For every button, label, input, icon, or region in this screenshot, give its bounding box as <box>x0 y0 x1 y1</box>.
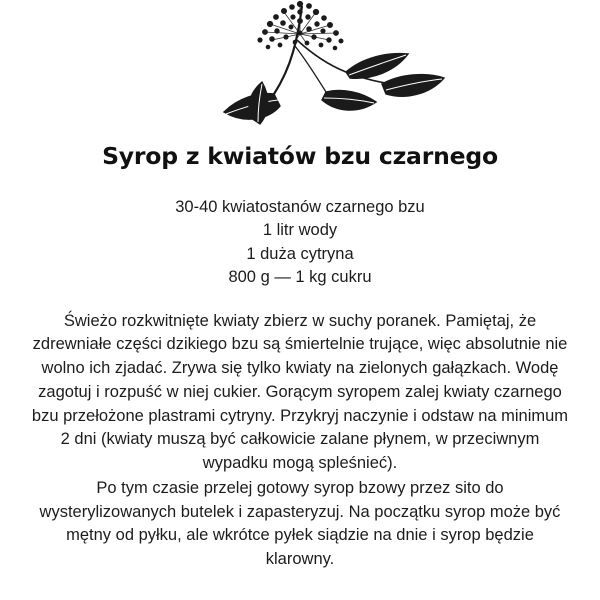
list-item: 30-40 kwiatostanów czarnego bzu <box>175 197 425 216</box>
list-item: 800 g — 1 kg cukru <box>228 268 372 287</box>
instructions-text <box>30 310 570 572</box>
list-item: 1 litr wody <box>262 221 338 240</box>
instructions-paragraph: Świeżo rozkwitnięte kwiaty zbierz w suchy poranek. Pamiętaj, że zdrewniałe części dzikiego bzu są śmiertelnie trujące, więc absolutnie nie wolno ich zjadać. Zrywa się tylko kwiaty na zielonych gałązkach. Wodę zagotuj i rozpuść w niej cukier. Gorącym syropem zalej kwiaty czarnego bzu przełożone plastrami cytryny. Przykryj naczynie i odstaw na minimum 2 dni (kwiaty muszą być całkowicie zalane płynem, w przeciwnym wypadku mogą spleśnieć). <box>31 311 569 473</box>
ingredients-list <box>175 196 424 290</box>
elderflower-branch-illustration <box>150 0 450 132</box>
page-title: Syrop z kwiatów bzu czarnego <box>102 142 498 170</box>
instructions-paragraph: Po tym czasie przelej gotowy syrop bzowy przez sito do wysterylizowanych butelek i zapasteryzuj. Na początku syrop może być mętny od pyłku, ale wkrótce pyłek siądzie na dnie i syrop będzie klarowny. <box>39 478 561 569</box>
list-item: 1 duża cytryna <box>246 244 354 263</box>
